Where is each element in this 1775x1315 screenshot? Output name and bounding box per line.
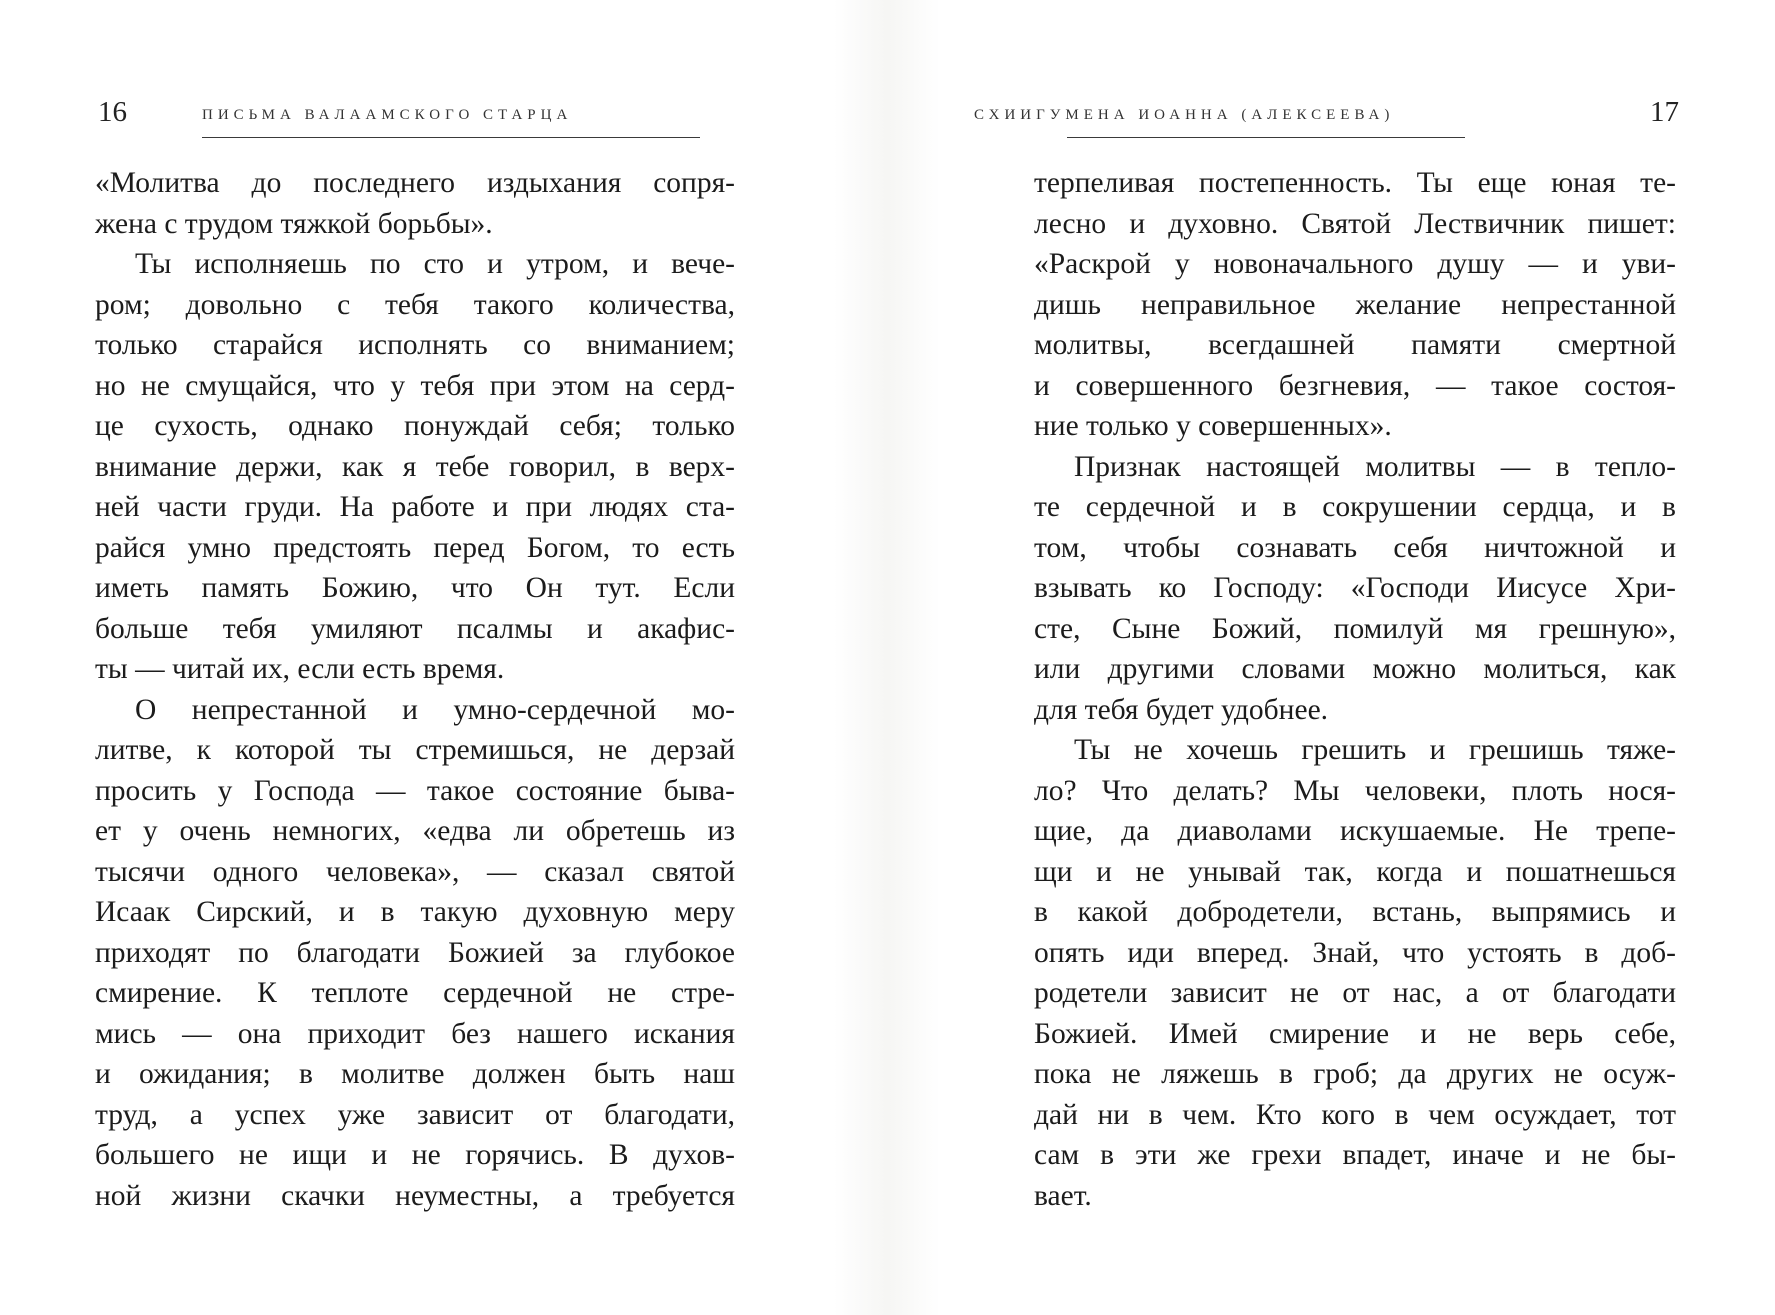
- text-line: ней части груди. На работе и при людях ста-: [95, 491, 735, 523]
- running-head-left: ПИСЬМА ВАЛААМСКОГО СТАРЦА: [202, 107, 573, 123]
- running-head-right: СХИИГУМЕНА ИОАННА (АЛЕКСЕЕВА): [974, 107, 1395, 123]
- text-line: Божией. Имей смирение и не верь себе,: [1034, 1017, 1676, 1050]
- text-line: дай ни в чем. Кто кого в чем осуждает, тот: [1034, 1098, 1676, 1131]
- header-rule-right: [1067, 137, 1465, 138]
- text-line: ной жизни скачки неуместны, а требуется: [95, 1179, 735, 1212]
- text-line: Ты исполняешь по сто и утром, и вече-: [135, 248, 735, 280]
- text-line: райся умно предстоять перед Богом, то есть: [95, 531, 735, 564]
- text-line: литве, к которой ты стремишься, не дерзай: [95, 734, 735, 766]
- text-line: пока не ляжешь в гроб; да других не осуж-: [1034, 1058, 1676, 1090]
- text-line: «Молитва до последнего издыхания сопря-: [95, 167, 735, 199]
- text-line: иметь память Божию, что Он тут. Если: [95, 572, 735, 604]
- text-line: «Раскрой у новоначального душу — и уви-: [1034, 248, 1676, 280]
- text-line: жена с трудом тяжкой борьбы».: [95, 207, 493, 240]
- text-line: це сухость, однако понуждай себя; только: [95, 410, 735, 442]
- text-line: О непрестанной и умно-сердечной мо-: [135, 693, 735, 726]
- page-number-left: 16: [98, 96, 127, 128]
- text-line: Ты не хочешь грешить и грешишь тяже-: [1074, 734, 1676, 766]
- left-page: [0, 0, 887, 1315]
- page-number-right: 17: [1650, 96, 1679, 128]
- right-page: [887, 0, 1775, 1315]
- text-line: но не смущайся, что у тебя при этом на серд-: [95, 369, 735, 402]
- text-line: ет у очень немногих, «едва ли обретешь из: [95, 815, 735, 847]
- text-line: мись — она приходит без нашего искания: [95, 1017, 735, 1050]
- text-line: для тебя будет удобнее.: [1034, 693, 1329, 726]
- text-line: или другими словами можно молиться, как: [1034, 653, 1676, 685]
- text-line: больше тебя умиляют псалмы и акафис-: [95, 612, 735, 645]
- text-line: ло? Что делать? Мы человеки, плоть нося-: [1034, 774, 1676, 807]
- text-line: щи и не унывай так, когда и пошатнешься: [1034, 855, 1676, 888]
- text-line: Исаак Сирский, и в такую духовную меру: [95, 896, 735, 928]
- text-line: вает.: [1034, 1179, 1092, 1212]
- text-line: приходят по благодати Божией за глубокое: [95, 936, 735, 969]
- text-line: том, чтобы сознавать себя ничтожной и: [1034, 531, 1676, 564]
- text-line: терпеливая постепенность. Ты еще юная те-: [1034, 167, 1676, 199]
- text-line: дишь неправильное желание непрестанной: [1034, 288, 1676, 321]
- text-line: и ожидания; в молитве должен быть наш: [95, 1058, 735, 1090]
- text-line: сте, Сыне Божий, помилуй мя грешную»,: [1034, 612, 1676, 645]
- text-line: лесно и духовно. Святой Лествичник пишет:: [1034, 207, 1676, 240]
- text-line: большего не ищи и не горячись. В духов-: [95, 1139, 735, 1171]
- text-line: Признак настоящей молитвы — в тепло-: [1074, 450, 1676, 483]
- body-text-left: [95, 163, 735, 1216]
- header-rule-left: [202, 137, 700, 138]
- text-line: молитвы, всегдашней памяти смертной: [1034, 329, 1676, 361]
- text-line: труд, а успех уже зависит от благодати,: [95, 1098, 735, 1131]
- text-line: взывать ко Господу: «Господи Иисусе Хри-: [1034, 572, 1676, 604]
- text-line: щие, да диаволами искушаемые. Не трепе-: [1034, 815, 1676, 847]
- text-line: ром; довольно с тебя такого количества,: [95, 288, 735, 321]
- text-line: и совершенного безгневия, — такое состоя-: [1034, 369, 1676, 402]
- text-line: просить у Господа — такое состояние быва-: [95, 774, 735, 807]
- text-line: смирение. К теплоте сердечной не стре-: [95, 977, 735, 1009]
- text-line: внимание держи, как я тебе говорил, в верх-: [95, 450, 735, 483]
- text-line: ты — читай их, если есть время.: [95, 653, 505, 685]
- text-line: ние только у совершенных».: [1034, 410, 1392, 442]
- text-line: опять иди вперед. Знай, что устоять в доб-: [1034, 936, 1676, 969]
- text-line: родетели зависит не от нас, а от благодати: [1034, 977, 1676, 1009]
- text-line: сам в эти же грехи впадет, иначе и не бы-: [1034, 1139, 1676, 1171]
- text-line: только старайся исполнять со вниманием;: [95, 329, 735, 361]
- text-line: в какой добродетели, встань, выпрямись и: [1034, 896, 1676, 928]
- text-line: тысячи одного человека», — сказал святой: [95, 855, 735, 888]
- body-text-right: [1034, 163, 1676, 1216]
- text-line: те сердечной и в сокрушении сердца, и в: [1034, 491, 1676, 523]
